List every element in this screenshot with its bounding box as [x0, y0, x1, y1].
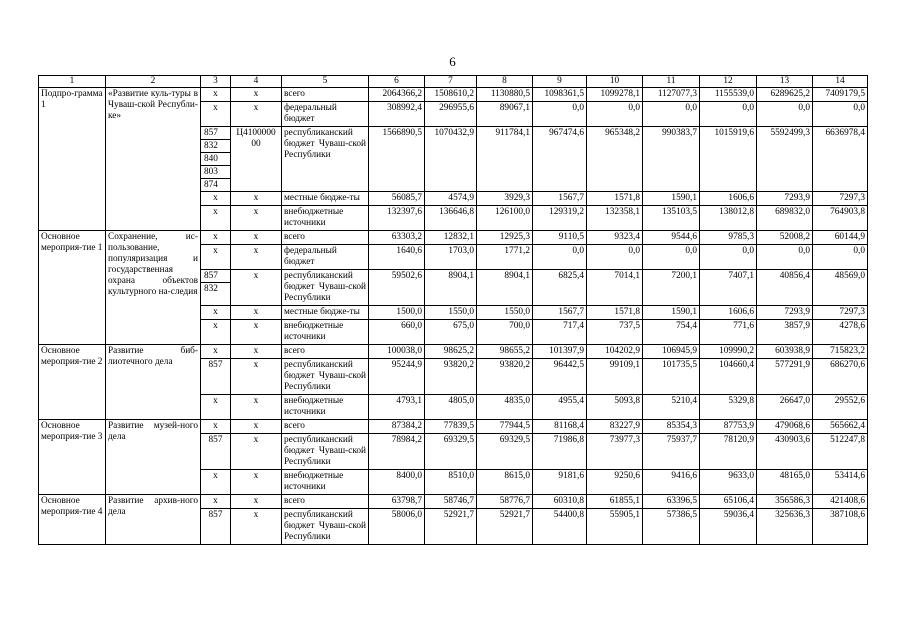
value-cell: 77839,5: [425, 420, 477, 434]
code-cell: х: [201, 245, 231, 270]
activity-title: Развитие архив-ного дела: [106, 495, 201, 545]
budget-code: 840: [201, 153, 230, 166]
value-cell: 99109,1: [587, 359, 643, 395]
activity-name: Основное мероприя-тие 2: [39, 345, 106, 420]
value-cell: 52008,2: [757, 231, 813, 245]
value-cell: 9250,6: [587, 470, 643, 495]
code-cell: х: [201, 206, 231, 231]
value-cell: 0,0: [700, 245, 757, 270]
value-cell: 1500,0: [369, 306, 425, 320]
code-cell: х: [201, 231, 231, 245]
value-cell: 58006,0: [369, 509, 425, 545]
value-cell: 7297,3: [813, 306, 868, 320]
classifier-cell: х: [231, 206, 282, 231]
value-cell: 965348,2: [587, 127, 643, 192]
value-cell: 700,0: [477, 320, 533, 345]
value-cell: 1508610,2: [425, 88, 477, 102]
value-cell: 737,5: [587, 320, 643, 345]
value-cell: 9110,5: [533, 231, 587, 245]
value-cell: 12925,3: [477, 231, 533, 245]
budget-code: 857: [201, 127, 230, 140]
value-cell: 325636,3: [757, 509, 813, 545]
value-cell: 8904,1: [425, 270, 477, 306]
value-cell: 4955,4: [533, 395, 587, 420]
value-cell: 96442,5: [533, 359, 587, 395]
value-cell: 9323,4: [587, 231, 643, 245]
code-cell: х: [201, 320, 231, 345]
activity-title: Развитие музей-ного дела: [106, 420, 201, 495]
value-cell: 565662,4: [813, 420, 868, 434]
value-cell: 135103,5: [643, 206, 700, 231]
value-cell: 0,0: [533, 245, 587, 270]
value-cell: 1550,0: [425, 306, 477, 320]
value-cell: 1550,0: [477, 306, 533, 320]
value-cell: 87384,2: [369, 420, 425, 434]
value-cell: 54400,8: [533, 509, 587, 545]
value-cell: 69329,5: [425, 434, 477, 470]
value-cell: 1015919,6: [700, 127, 757, 192]
value-cell: 0,0: [533, 102, 587, 127]
value-cell: 4805,0: [425, 395, 477, 420]
value-cell: 7200,1: [643, 270, 700, 306]
value-cell: 1566890,5: [369, 127, 425, 192]
column-number: 10: [587, 76, 643, 88]
column-number: 14: [813, 76, 868, 88]
value-cell: 60310,8: [533, 495, 587, 509]
budget-table: [38, 75, 868, 545]
funding-source: всего: [282, 420, 369, 434]
funding-source: местные бюдже-ты: [282, 306, 369, 320]
value-cell: 1099278,1: [587, 88, 643, 102]
code-cell: х: [201, 420, 231, 434]
value-cell: 1590,1: [643, 306, 700, 320]
value-cell: 421408,6: [813, 495, 868, 509]
value-cell: 73977,3: [587, 434, 643, 470]
value-cell: 479068,6: [757, 420, 813, 434]
classifier-cell: х: [231, 306, 282, 320]
budget-code: 803: [201, 166, 230, 179]
column-number: 2: [106, 76, 201, 88]
value-cell: 512247,8: [813, 434, 868, 470]
classifier-cell: х: [231, 192, 282, 206]
page-number: 6: [449, 54, 456, 69]
value-cell: 1771,2: [477, 245, 533, 270]
code-cell: [201, 127, 231, 192]
value-cell: 77944,5: [477, 420, 533, 434]
column-number: 5: [282, 76, 369, 88]
value-cell: 81168,4: [533, 420, 587, 434]
funding-source: республиканский бюджет Чуваш-ской Республики: [282, 270, 369, 306]
funding-source: республиканский бюджет Чуваш-ской Республики: [282, 434, 369, 470]
funding-source: республиканский бюджет Чуваш-ской Республики: [282, 127, 369, 192]
value-cell: 1606,6: [700, 192, 757, 206]
budget-code: 874: [204, 180, 218, 190]
value-cell: 1098361,5: [533, 88, 587, 102]
value-cell: 0,0: [813, 245, 868, 270]
activity-title: Развитие биб-лиотечного дела: [106, 345, 201, 420]
code-cell: х: [201, 88, 231, 102]
classifier-cell: х: [231, 231, 282, 245]
value-cell: 0,0: [643, 245, 700, 270]
classifier-cell: х: [231, 420, 282, 434]
value-cell: 7409179,5: [813, 88, 868, 102]
value-cell: 132397,6: [369, 206, 425, 231]
value-cell: 8904,1: [477, 270, 533, 306]
budget-code: 832: [204, 284, 218, 294]
classifier-cell: х: [231, 359, 282, 395]
value-cell: 75937,7: [643, 434, 700, 470]
header-row: [39, 76, 868, 88]
code-cell: [201, 270, 231, 306]
value-cell: 59502,6: [369, 270, 425, 306]
value-cell: 689832,0: [757, 206, 813, 231]
value-cell: 3857,9: [757, 320, 813, 345]
value-cell: 63396,5: [643, 495, 700, 509]
value-cell: 98655,2: [477, 345, 533, 359]
column-number: 3: [201, 76, 231, 88]
value-cell: 1640,6: [369, 245, 425, 270]
value-cell: 129319,2: [533, 206, 587, 231]
value-cell: 48165,0: [757, 470, 813, 495]
value-cell: 0,0: [757, 102, 813, 127]
value-cell: 1070432,9: [425, 127, 477, 192]
value-cell: 2064366,2: [369, 88, 425, 102]
classifier-cell: х: [231, 320, 282, 345]
funding-source: федеральный бюджет: [282, 102, 369, 127]
value-cell: 9633,0: [700, 470, 757, 495]
value-cell: 98625,2: [425, 345, 477, 359]
value-cell: 356586,3: [757, 495, 813, 509]
value-cell: 6636978,4: [813, 127, 868, 192]
classifier-cell: х: [231, 102, 282, 127]
value-cell: 138012,8: [700, 206, 757, 231]
table-row: [39, 420, 868, 434]
value-cell: 132358,1: [587, 206, 643, 231]
value-cell: 48569,0: [813, 270, 868, 306]
value-cell: 0,0: [587, 102, 643, 127]
column-number: 1: [39, 76, 106, 88]
table-row: [39, 495, 868, 509]
column-number: 8: [477, 76, 533, 88]
value-cell: 78984,2: [369, 434, 425, 470]
column-number: 11: [643, 76, 700, 88]
value-cell: 675,0: [425, 320, 477, 345]
classifier-cell: х: [231, 509, 282, 545]
value-cell: 9416,6: [643, 470, 700, 495]
value-cell: 52921,7: [477, 509, 533, 545]
value-cell: 387108,6: [813, 509, 868, 545]
classifier-cell: х: [231, 245, 282, 270]
value-cell: 4835,0: [477, 395, 533, 420]
value-cell: 7293,9: [757, 306, 813, 320]
value-cell: 100038,0: [369, 345, 425, 359]
funding-source: внебюджетные источники: [282, 395, 369, 420]
value-cell: 1127077,3: [643, 88, 700, 102]
value-cell: 52921,7: [425, 509, 477, 545]
value-cell: 6289625,2: [757, 88, 813, 102]
value-cell: 58746,7: [425, 495, 477, 509]
value-cell: 1571,8: [587, 192, 643, 206]
code-cell: х: [201, 102, 231, 127]
value-cell: 0,0: [757, 245, 813, 270]
value-cell: 5592499,3: [757, 127, 813, 192]
value-cell: 58776,7: [477, 495, 533, 509]
value-cell: 104660,4: [700, 359, 757, 395]
funding-source: всего: [282, 495, 369, 509]
value-cell: 4574,9: [425, 192, 477, 206]
value-cell: 603938,9: [757, 345, 813, 359]
value-cell: 71986,8: [533, 434, 587, 470]
value-cell: 7407,1: [700, 270, 757, 306]
code-cell: х: [201, 345, 231, 359]
code-cell: х: [201, 395, 231, 420]
value-cell: 715823,2: [813, 345, 868, 359]
value-cell: 61855,1: [587, 495, 643, 509]
value-cell: 53414,6: [813, 470, 868, 495]
classifier-cell: х: [231, 270, 282, 306]
value-cell: 55905,1: [587, 509, 643, 545]
funding-source: внебюджетные источники: [282, 320, 369, 345]
funding-source: федеральный бюджет: [282, 245, 369, 270]
value-cell: 0,0: [587, 245, 643, 270]
value-cell: 63303,2: [369, 231, 425, 245]
funding-source: республиканский бюджет Чуваш-ской Республики: [282, 359, 369, 395]
value-cell: 106945,9: [643, 345, 700, 359]
funding-source: внебюджетные источники: [282, 470, 369, 495]
code-cell: 857: [201, 509, 231, 545]
funding-source: местные бюдже-ты: [282, 192, 369, 206]
value-cell: 59036,4: [700, 509, 757, 545]
value-cell: 101397,9: [533, 345, 587, 359]
column-number: 12: [700, 76, 757, 88]
funding-source: республиканский бюджет Чуваш-ской Республики: [282, 509, 369, 545]
funding-source: всего: [282, 345, 369, 359]
value-cell: 65106,4: [700, 495, 757, 509]
value-cell: 296955,6: [425, 102, 477, 127]
value-cell: 29552,6: [813, 395, 868, 420]
activity-title: «Развитие куль-туры в Чуваш-ской Республи-ке»: [106, 88, 201, 231]
code-cell: х: [201, 470, 231, 495]
column-number: 9: [533, 76, 587, 88]
value-cell: 8400,0: [369, 470, 425, 495]
value-cell: 577291,9: [757, 359, 813, 395]
value-cell: 126100,0: [477, 206, 533, 231]
code-cell: х: [201, 495, 231, 509]
column-number: 13: [757, 76, 813, 88]
activity-name: Подпро-грамма 1: [39, 88, 106, 231]
value-cell: 8615,0: [477, 470, 533, 495]
column-number: 6: [369, 76, 425, 88]
classifier-cell: х: [231, 470, 282, 495]
value-cell: 0,0: [700, 102, 757, 127]
value-cell: 9181,6: [533, 470, 587, 495]
value-cell: 85354,3: [643, 420, 700, 434]
activity-name: Основное мероприя-тие 4: [39, 495, 106, 545]
value-cell: 101735,5: [643, 359, 700, 395]
classifier-cell: х: [231, 395, 282, 420]
value-cell: 87753,9: [700, 420, 757, 434]
value-cell: 26647,0: [757, 395, 813, 420]
value-cell: 1567,7: [533, 192, 587, 206]
value-cell: 4793,1: [369, 395, 425, 420]
value-cell: 63798,7: [369, 495, 425, 509]
classifier-cell: х: [231, 345, 282, 359]
value-cell: 7014,1: [587, 270, 643, 306]
value-cell: 717,4: [533, 320, 587, 345]
column-number: 4: [231, 76, 282, 88]
value-cell: 3929,3: [477, 192, 533, 206]
value-cell: 5210,4: [643, 395, 700, 420]
classifier-cell: Ц4100000 00: [231, 127, 282, 192]
value-cell: 6825,4: [533, 270, 587, 306]
classifier-cell: х: [231, 88, 282, 102]
column-number: 7: [425, 76, 477, 88]
value-cell: 990383,7: [643, 127, 700, 192]
value-cell: 69329,5: [477, 434, 533, 470]
value-cell: 0,0: [813, 102, 868, 127]
value-cell: 430903,6: [757, 434, 813, 470]
value-cell: 95244,9: [369, 359, 425, 395]
table-row: [39, 345, 868, 359]
value-cell: 4278,6: [813, 320, 868, 345]
table-row: [39, 88, 868, 102]
value-cell: 686270,6: [813, 359, 868, 395]
value-cell: 0,0: [643, 102, 700, 127]
budget-code: 857: [201, 270, 230, 283]
value-cell: 93820,2: [477, 359, 533, 395]
activity-title: Сохранение, ис-пользование, популяризация и государственная охрана объектов культурного на-следия: [106, 231, 201, 345]
value-cell: 104202,9: [587, 345, 643, 359]
value-cell: 9785,3: [700, 231, 757, 245]
value-cell: 1130880,5: [477, 88, 533, 102]
value-cell: 56085,7: [369, 192, 425, 206]
value-cell: 136646,8: [425, 206, 477, 231]
code-cell: 857: [201, 434, 231, 470]
value-cell: 1703,0: [425, 245, 477, 270]
table-body: [39, 76, 868, 545]
value-cell: 5093,8: [587, 395, 643, 420]
value-cell: 660,0: [369, 320, 425, 345]
value-cell: 40856,4: [757, 270, 813, 306]
value-cell: 12832,1: [425, 231, 477, 245]
value-cell: 109990,2: [700, 345, 757, 359]
funding-source: всего: [282, 231, 369, 245]
value-cell: 967474,6: [533, 127, 587, 192]
value-cell: 93820,2: [425, 359, 477, 395]
value-cell: 83227,9: [587, 420, 643, 434]
value-cell: 771,6: [700, 320, 757, 345]
value-cell: 911784,1: [477, 127, 533, 192]
code-cell: 857: [201, 359, 231, 395]
value-cell: 1155539,0: [700, 88, 757, 102]
value-cell: 9544,6: [643, 231, 700, 245]
value-cell: 1606,6: [700, 306, 757, 320]
value-cell: 1571,8: [587, 306, 643, 320]
funding-source: внебюджетные источники: [282, 206, 369, 231]
funding-source: всего: [282, 88, 369, 102]
value-cell: 60144,9: [813, 231, 868, 245]
value-cell: 7293,9: [757, 192, 813, 206]
value-cell: 754,4: [643, 320, 700, 345]
code-cell: х: [201, 192, 231, 206]
classifier-cell: х: [231, 434, 282, 470]
table-row: [39, 231, 868, 245]
value-cell: 764903,8: [813, 206, 868, 231]
value-cell: 308992,4: [369, 102, 425, 127]
value-cell: 8510,0: [425, 470, 477, 495]
value-cell: 57386,5: [643, 509, 700, 545]
activity-name: Основное мероприя-тие 3: [39, 420, 106, 495]
classifier-cell: х: [231, 495, 282, 509]
value-cell: 5329,8: [700, 395, 757, 420]
code-cell: х: [201, 306, 231, 320]
value-cell: 1567,7: [533, 306, 587, 320]
value-cell: 7297,3: [813, 192, 868, 206]
value-cell: 89067,1: [477, 102, 533, 127]
activity-name: Основное мероприя-тие 1: [39, 231, 106, 345]
budget-code: 832: [201, 140, 230, 153]
value-cell: 78120,9: [700, 434, 757, 470]
value-cell: 1590,1: [643, 192, 700, 206]
